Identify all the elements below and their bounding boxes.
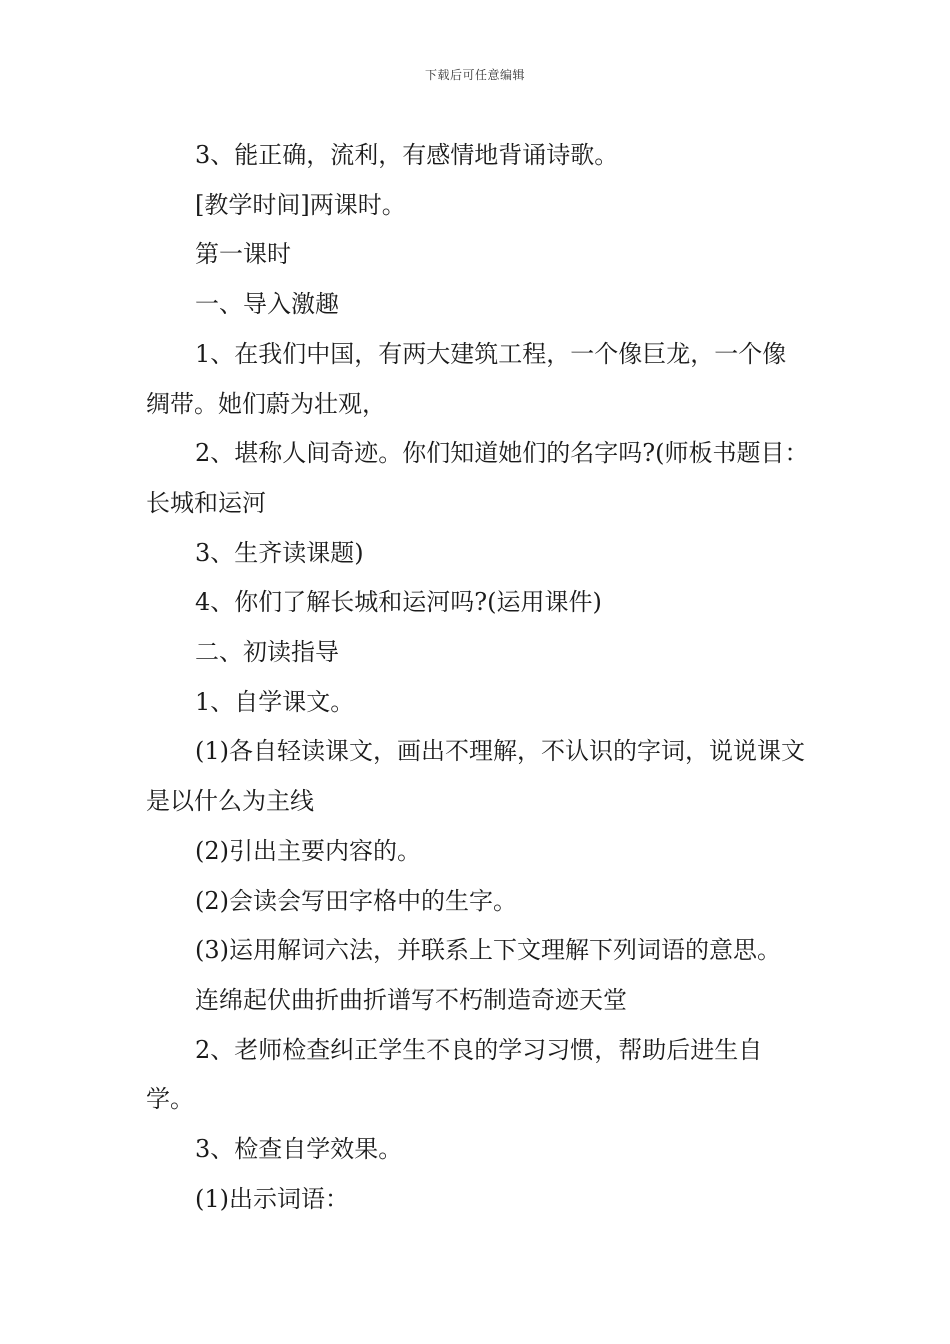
paragraph: (3)运用解词六法，并联系上下文理解下列词语的意思。 <box>195 936 781 965</box>
paragraph: 3、生齐读课题) <box>195 538 364 567</box>
paragraph: 1、在我们中国，有两大建筑工程，一个像巨龙，一个像绸带。她们蔚为壮观， <box>146 339 787 418</box>
paragraph: 1、自学课文。 <box>195 687 355 716</box>
document-body <box>146 131 810 1224</box>
paragraph: 连绵起伏曲折曲折谱写不朽制造奇迹天堂 <box>195 985 627 1014</box>
paragraph: 4、你们了解长城和运河吗?(运用课件) <box>195 588 602 617</box>
paragraph: (1)出示词语： <box>195 1184 349 1213</box>
section-heading: 第一课时 <box>195 240 291 269</box>
paragraph: 2、老师检查纠正学生不良的学习习惯，帮助后进生自学。 <box>146 1035 763 1114</box>
paragraph: (1)各自轻读课文，画出不理解，不认识的字词，说说课文是以什么为主线 <box>146 737 805 816</box>
section-heading: 二、初读指导 <box>195 638 339 667</box>
header-note: 下载后可任意编辑 <box>424 68 525 82</box>
paragraph: 3、能正确，流利，有感情地背诵诗歌。 <box>195 141 619 169</box>
paragraph: [教学时间]两课时。 <box>195 190 406 219</box>
paragraph: (2)会读会写田字格中的生字。 <box>195 886 517 915</box>
section-heading: 一、导入激趣 <box>195 290 339 319</box>
paragraph: 3、检查自学效果。 <box>195 1135 403 1164</box>
paragraph: (2)引出主要内容的。 <box>195 836 421 865</box>
paragraph: 2、堪称人间奇迹。你们知道她们的名字吗?(师板书题目：长城和运河 <box>146 439 809 517</box>
